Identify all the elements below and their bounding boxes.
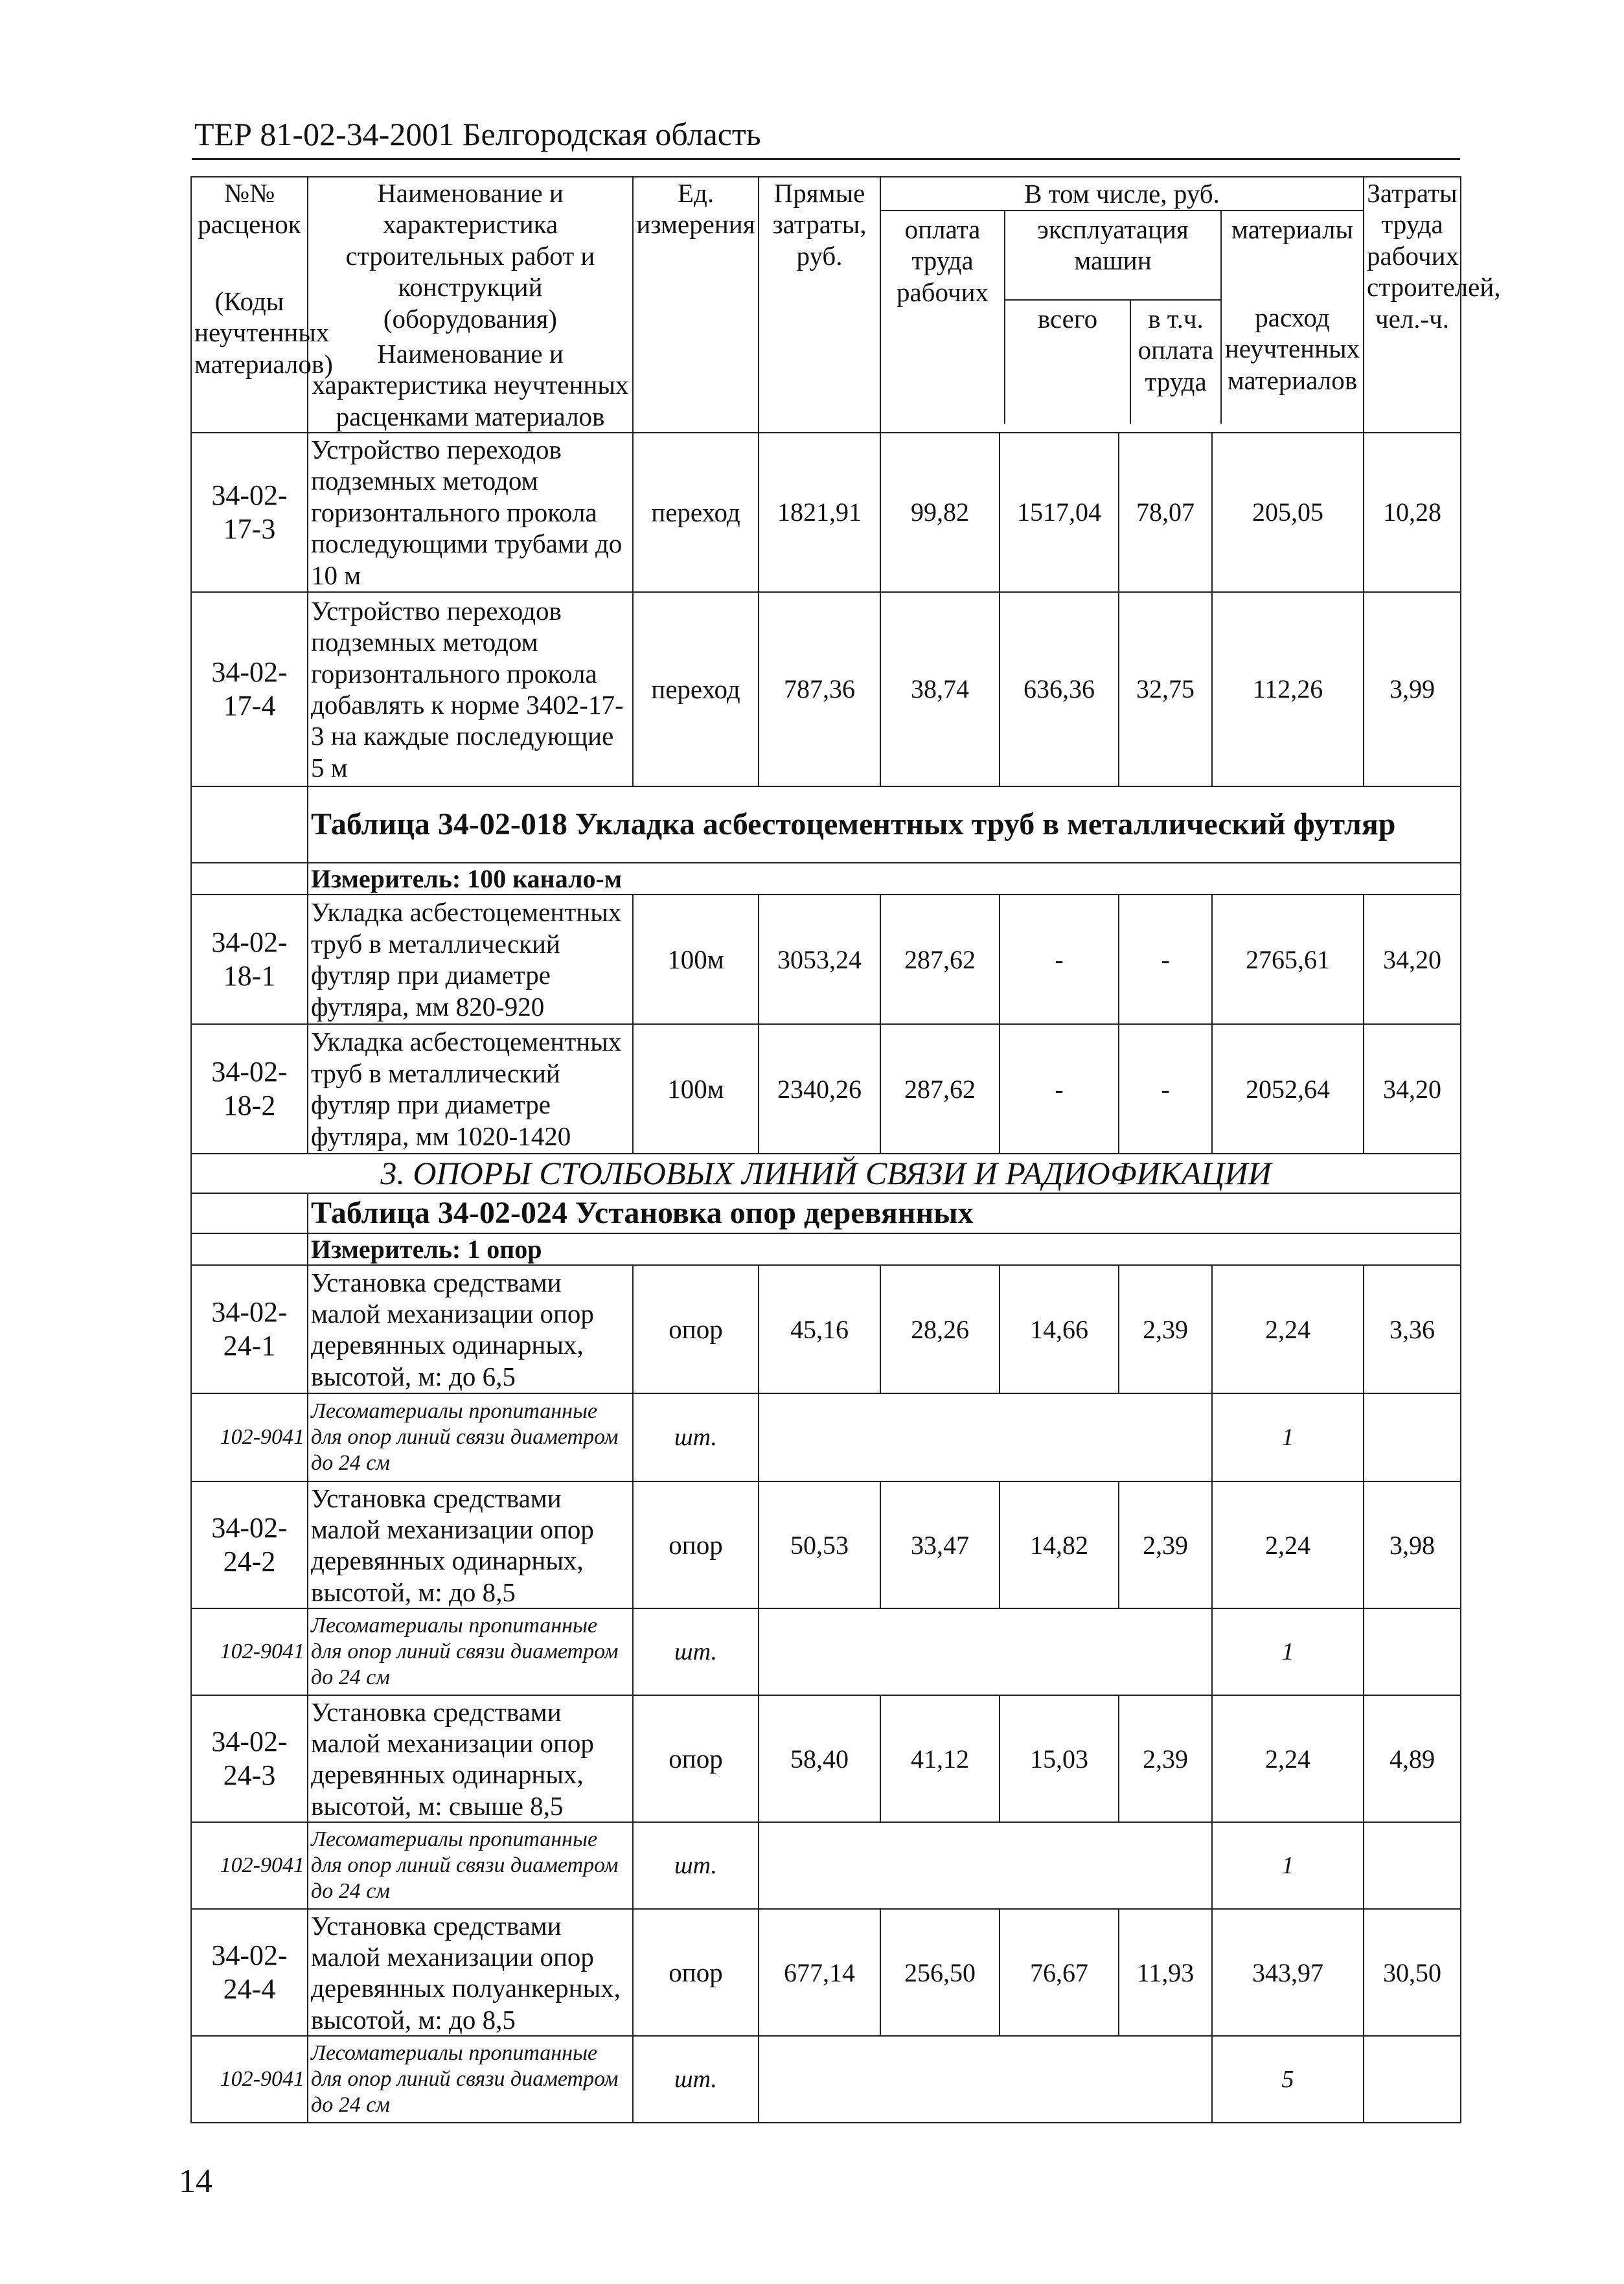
rate-machines: 636,36 <box>1000 592 1119 786</box>
header-rule <box>192 158 1460 160</box>
table-row <box>191 1695 1461 1822</box>
rate-unit: опор <box>633 1909 759 2036</box>
rate-labor: 34,20 <box>1364 1024 1461 1154</box>
rate-wages: 256,50 <box>880 1909 1000 2036</box>
rate-wages: 41,12 <box>880 1695 1000 1822</box>
rate-direct-costs: 677,14 <box>759 1909 880 2036</box>
material-name: Лесоматериалы пропитанные для опор линий связи диаметром до 24 см <box>308 1393 633 1481</box>
header-materials: материалы расход неучтенных материалов <box>1222 211 1363 424</box>
rate-unit: опор <box>633 1481 759 1608</box>
material-unit: шт. <box>633 1822 759 1909</box>
material-code: 102-9041 <box>191 1393 308 1481</box>
table-row <box>191 1481 1461 1608</box>
rate-code: 34-02-17-3 <box>191 433 308 592</box>
material-row <box>191 1393 1461 1481</box>
table-row <box>191 1265 1461 1393</box>
header-machines: эксплуатация машин всего в т.ч. оплата труда <box>1005 211 1222 424</box>
rate-machines: - <box>1000 1024 1119 1154</box>
document-header: ТЕР 81-02-34-2001 Белгородская область <box>194 116 761 152</box>
header-materials-unaccounted: расход неучтенных материалов <box>1224 303 1360 395</box>
material-code: 102-9041 <box>191 1822 308 1909</box>
table-row <box>191 433 1461 592</box>
rate-machines-wages: - <box>1119 895 1212 1024</box>
rate-wages: 38,74 <box>880 592 1000 786</box>
rate-code: 34-02-17-4 <box>191 592 308 786</box>
table-title: Таблица 34-02-024 Установка опор деревянных <box>308 1193 1461 1233</box>
page-number: 14 <box>179 2163 212 2200</box>
material-qty: 1 <box>1212 1608 1364 1695</box>
rate-name: Установка средствами малой механизации опор деревянных одинарных, высотой, м: до 8,5 <box>308 1481 633 1608</box>
rate-unit: переход <box>633 433 759 592</box>
meter-label: Измеритель: 1 опор <box>308 1233 1461 1265</box>
rate-labor: 30,50 <box>1364 1909 1461 2036</box>
table-title: Таблица 34-02-018 Укладка асбестоцементных труб в металлический футляр <box>308 786 1461 863</box>
rate-materials: 2,24 <box>1212 1695 1364 1822</box>
rate-unit: опор <box>633 1265 759 1393</box>
rate-labor: 10,28 <box>1364 433 1461 592</box>
material-unit: шт. <box>633 2036 759 2123</box>
material-code: 102-9041 <box>191 2036 308 2123</box>
table-row <box>191 1909 1461 2036</box>
material-name: Лесоматериалы пропитанные для опор линий связи диаметром до 24 см <box>308 2036 633 2123</box>
rate-unit: переход <box>633 592 759 786</box>
rate-wages: 28,26 <box>880 1265 1000 1393</box>
rates-table <box>190 176 1501 2123</box>
rate-materials: 343,97 <box>1212 1909 1364 2036</box>
rate-unit: 100м <box>633 1024 759 1154</box>
rate-materials: 2,24 <box>1212 1265 1364 1393</box>
table-title-row <box>191 786 1461 863</box>
rate-machines: 14,82 <box>1000 1481 1119 1608</box>
rate-materials: 112,26 <box>1212 592 1364 786</box>
meter-row <box>191 863 1461 895</box>
header-name: Наименование и характеристика строительных работ и конструкций (оборудования) Наименование и характеристика неучтенных расценками материалов <box>308 177 633 433</box>
table-title-row <box>191 1193 1461 1233</box>
rate-labor: 3,98 <box>1364 1481 1461 1608</box>
header-wages: оплата труда рабочих <box>881 211 1005 424</box>
rate-machines-wages: 2,39 <box>1119 1481 1212 1608</box>
rate-labor: 34,20 <box>1364 895 1461 1024</box>
material-unit: шт. <box>633 1608 759 1695</box>
section-title: 3. ОПОРЫ СТОЛБОВЫХ ЛИНИЙ СВЯЗИ И РАДИОФИКАЦИИ <box>191 1154 1461 1193</box>
header-code: №№ расценок (Коды неучтенных материалов) <box>191 177 308 433</box>
rate-machines: 15,03 <box>1000 1695 1119 1822</box>
table-row <box>191 1024 1461 1154</box>
material-code: 102-9041 <box>191 1608 308 1695</box>
material-qty: 1 <box>1212 1822 1364 1909</box>
rate-name: Установка средствами малой механизации опор деревянных одинарных, высотой, м: свыше 8,5 <box>308 1695 633 1822</box>
rate-name: Установка средствами малой механизации опор деревянных одинарных, высотой, м: до 6,5 <box>308 1265 633 1393</box>
rate-materials: 2,24 <box>1212 1481 1364 1608</box>
table-row <box>191 592 1461 786</box>
rate-name: Установка средствами малой механизации опор деревянных полуанкерных, высотой, м: до 8,5 <box>308 1909 633 2036</box>
rate-unit: 100м <box>633 895 759 1024</box>
rate-direct-costs: 787,36 <box>759 592 880 786</box>
rate-name: Устройство переходов подземных методом горизонтального прокола последующими трубами до 10 м <box>308 433 633 592</box>
meter-label: Измеритель: 100 канало-м <box>308 863 1461 895</box>
table-header-row <box>191 177 1461 433</box>
header-unit: Ед. измерения <box>633 177 759 433</box>
header-direct-costs: Прямые затраты, руб. <box>759 177 880 433</box>
rate-unit: опор <box>633 1695 759 1822</box>
material-row <box>191 2036 1461 2123</box>
material-name: Лесоматериалы пропитанные для опор линий связи диаметром до 24 см <box>308 1608 633 1695</box>
header-including: В том числе, руб. оплата труда рабочих эксплуатация машин всего в т.ч. оплата труда материалы расход неучтенных материалов <box>880 177 1364 433</box>
rate-wages: 287,62 <box>880 1024 1000 1154</box>
rate-code: 34-02-18-1 <box>191 895 308 1024</box>
rate-machines: 1517,04 <box>1000 433 1119 592</box>
section-row <box>191 1154 1461 1193</box>
material-row <box>191 1608 1461 1695</box>
rate-labor: 3,99 <box>1364 592 1461 786</box>
material-unit: шт. <box>633 1393 759 1481</box>
rate-direct-costs: 58,40 <box>759 1695 880 1822</box>
table-row <box>191 895 1461 1024</box>
rate-wages: 99,82 <box>880 433 1000 592</box>
rate-machines-wages: 32,75 <box>1119 592 1212 786</box>
rate-direct-costs: 3053,24 <box>759 895 880 1024</box>
rate-name: Укладка асбестоцементных труб в металлический футляр при диаметре футляра, мм 820-920 <box>308 895 633 1024</box>
rate-direct-costs: 1821,91 <box>759 433 880 592</box>
material-row <box>191 1822 1461 1909</box>
rate-materials: 2765,61 <box>1212 895 1364 1024</box>
rate-wages: 33,47 <box>880 1481 1000 1608</box>
header-labor: Затраты труда рабочих строителей, чел.-ч. <box>1364 177 1461 433</box>
rate-code: 34-02-24-3 <box>191 1695 308 1822</box>
rate-name: Устройство переходов подземных методом горизонтального прокола добавлять к норме 3402-17-3 на каждые последующие 5 м <box>308 592 633 786</box>
rate-direct-costs: 2340,26 <box>759 1024 880 1154</box>
rate-machines: 76,67 <box>1000 1909 1119 2036</box>
material-qty: 5 <box>1212 2036 1364 2123</box>
rate-code: 34-02-24-1 <box>191 1265 308 1393</box>
rate-materials: 205,05 <box>1212 433 1364 592</box>
rate-materials: 2052,64 <box>1212 1024 1364 1154</box>
rate-machines: - <box>1000 895 1119 1024</box>
header-machines-wages: в т.ч. оплата труда <box>1138 304 1214 396</box>
rate-wages: 287,62 <box>880 895 1000 1024</box>
rate-direct-costs: 45,16 <box>759 1265 880 1393</box>
rate-machines-wages: 2,39 <box>1119 1265 1212 1393</box>
rate-machines-wages: - <box>1119 1024 1212 1154</box>
rate-code: 34-02-18-2 <box>191 1024 308 1154</box>
rate-code: 34-02-24-4 <box>191 1909 308 2036</box>
rate-code: 34-02-24-2 <box>191 1481 308 1608</box>
rate-labor: 3,36 <box>1364 1265 1461 1393</box>
rate-machines-wages: 78,07 <box>1119 433 1212 592</box>
rate-name: Укладка асбестоцементных труб в металлический футляр при диаметре футляра, мм 1020-1420 <box>308 1024 633 1154</box>
material-qty: 1 <box>1212 1393 1364 1481</box>
rate-machines-wages: 11,93 <box>1119 1909 1212 2036</box>
rate-labor: 4,89 <box>1364 1695 1461 1822</box>
meter-row <box>191 1233 1461 1265</box>
rate-machines-wages: 2,39 <box>1119 1695 1212 1822</box>
rate-direct-costs: 50,53 <box>759 1481 880 1608</box>
rate-machines: 14,66 <box>1000 1265 1119 1393</box>
header-machines-total: всего <box>1005 301 1131 424</box>
material-name: Лесоматериалы пропитанные для опор линий связи диаметром до 24 см <box>308 1822 633 1909</box>
